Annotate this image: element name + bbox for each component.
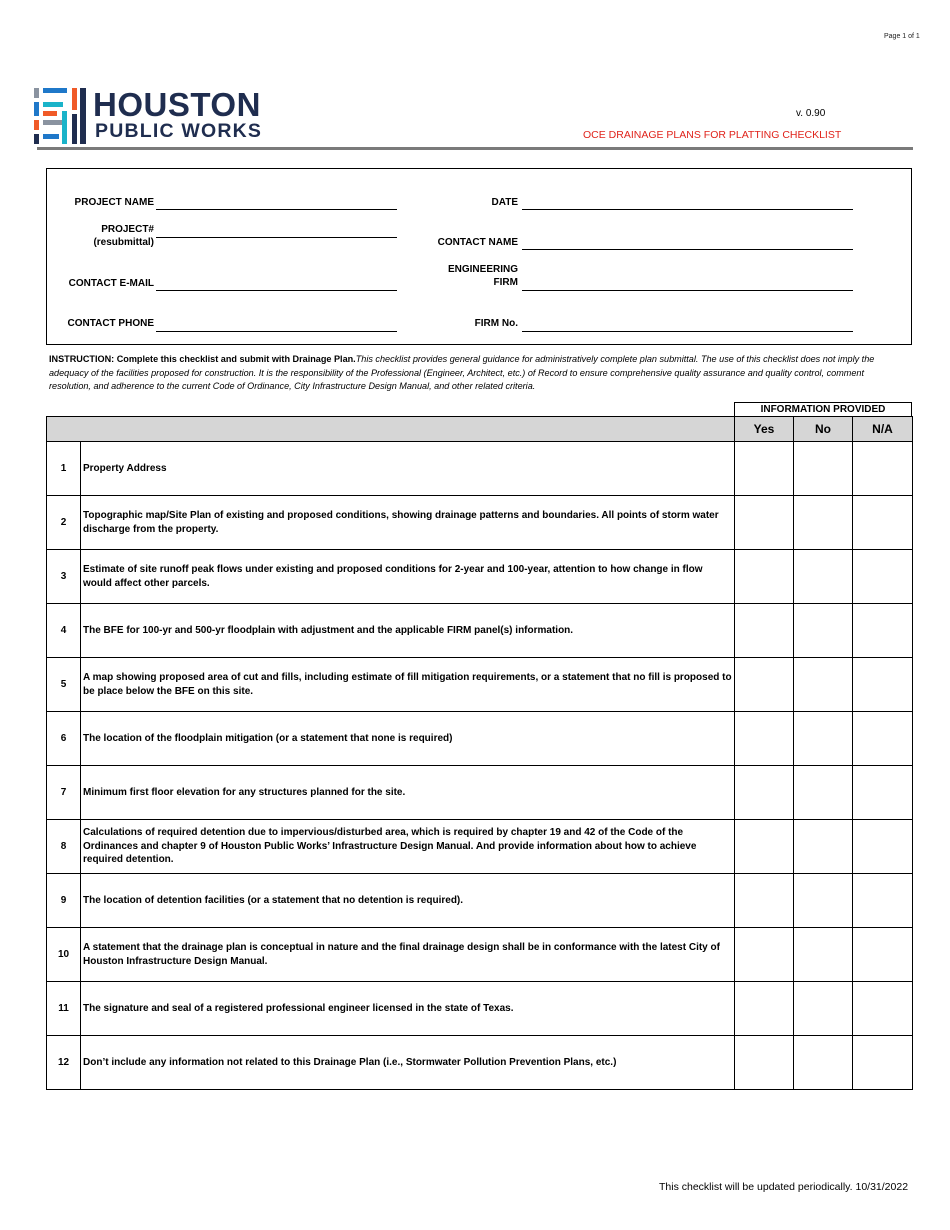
table-row <box>47 442 913 496</box>
table-row <box>47 1036 913 1090</box>
resubmittal-label: (resubmittal) <box>93 237 154 248</box>
no-checkbox-cell[interactable] <box>794 442 853 496</box>
na-checkbox-cell[interactable] <box>853 928 913 982</box>
row-description: Topographic map/Site Plan of existing and proposed conditions, showing drainage patterns and boundaries. All points of storm water discharge from the property. <box>81 496 735 550</box>
information-provided-header: INFORMATION PROVIDED <box>734 402 912 418</box>
firm-number-field[interactable] <box>522 331 853 332</box>
column-header-na: N/A <box>853 417 913 442</box>
project-name-field[interactable] <box>156 209 397 210</box>
firm-label: FIRM <box>493 277 518 288</box>
row-number: 11 <box>47 982 81 1036</box>
row-description: Calculations of required detention due to impervious/disturbed area, which is required by chapter 19 and 42 of the Code of the Ordinances and chapter 9 of Houston Public Works’ Infrastructure Design Manual. And provide information about how to achieve required detention. <box>81 820 735 874</box>
na-checkbox-cell[interactable] <box>853 766 913 820</box>
row-number: 6 <box>47 712 81 766</box>
document-title: OCE DRAINAGE PLANS FOR PLATTING CHECKLIST <box>583 129 842 141</box>
instruction-bold: INSTRUCTION: Complete this checklist and submit with Drainage Plan. <box>49 354 356 364</box>
table-row <box>47 658 913 712</box>
row-number: 3 <box>47 550 81 604</box>
yes-checkbox-cell[interactable] <box>735 496 794 550</box>
checklist-table <box>46 416 913 1090</box>
na-checkbox-cell[interactable] <box>853 550 913 604</box>
footer-note: This checklist will be updated periodically. 10/31/2022 <box>659 1181 909 1193</box>
row-number: 4 <box>47 604 81 658</box>
yes-checkbox-cell[interactable] <box>735 442 794 496</box>
row-description: A map showing proposed area of cut and fills, including estimate of fill mitigation requirements, or a statement that no fill is proposed to be place below the BFE on this site. <box>81 658 735 712</box>
logo-houston-text: HOUSTON <box>93 86 261 123</box>
table-header-row <box>47 417 913 442</box>
logo-mark-icon <box>34 88 86 144</box>
no-checkbox-cell[interactable] <box>794 982 853 1036</box>
yes-checkbox-cell[interactable] <box>735 820 794 874</box>
na-checkbox-cell[interactable] <box>853 442 913 496</box>
row-number: 10 <box>47 928 81 982</box>
no-checkbox-cell[interactable] <box>794 604 853 658</box>
table-row <box>47 982 913 1036</box>
row-number: 1 <box>47 442 81 496</box>
firm-number-label: FIRM No. <box>474 318 518 329</box>
logo-public-works-text: PUBLIC WORKS <box>95 120 263 142</box>
table-row <box>47 766 913 820</box>
table-row <box>47 550 913 604</box>
na-checkbox-cell[interactable] <box>853 1036 913 1090</box>
contact-email-field[interactable] <box>156 290 397 291</box>
yes-checkbox-cell[interactable] <box>735 928 794 982</box>
table-header-blank <box>47 417 735 442</box>
no-checkbox-cell[interactable] <box>794 1036 853 1090</box>
header-divider <box>37 147 913 150</box>
project-name-label: PROJECT NAME <box>74 197 154 208</box>
instruction-text <box>49 353 905 394</box>
yes-checkbox-cell[interactable] <box>735 766 794 820</box>
table-row <box>47 712 913 766</box>
no-checkbox-cell[interactable] <box>794 766 853 820</box>
no-checkbox-cell[interactable] <box>794 658 853 712</box>
row-description: The location of detention facilities (or a statement that no detention is required). <box>81 874 735 928</box>
row-description: The BFE for 100-yr and 500-yr floodplain with adjustment and the applicable FIRM panel(s) information. <box>81 604 735 658</box>
no-checkbox-cell[interactable] <box>794 820 853 874</box>
page-indicator: Page 1 of 1 <box>884 33 920 40</box>
na-checkbox-cell[interactable] <box>853 982 913 1036</box>
date-field[interactable] <box>522 209 853 210</box>
contact-email-label: CONTACT E-MAIL <box>68 278 154 289</box>
yes-checkbox-cell[interactable] <box>735 982 794 1036</box>
no-checkbox-cell[interactable] <box>794 496 853 550</box>
row-number: 2 <box>47 496 81 550</box>
yes-checkbox-cell[interactable] <box>735 712 794 766</box>
project-number-label: PROJECT# <box>101 224 154 235</box>
no-checkbox-cell[interactable] <box>794 874 853 928</box>
na-checkbox-cell[interactable] <box>853 496 913 550</box>
column-header-no: No <box>794 417 853 442</box>
row-description: The location of the floodplain mitigation (or a statement that none is required) <box>81 712 735 766</box>
na-checkbox-cell[interactable] <box>853 712 913 766</box>
row-description: Property Address <box>81 442 735 496</box>
na-checkbox-cell[interactable] <box>853 658 913 712</box>
yes-checkbox-cell[interactable] <box>735 874 794 928</box>
row-number: 12 <box>47 1036 81 1090</box>
row-description: Estimate of site runoff peak flows under existing and proposed conditions for 2-year and 100-year, attention to how change in flow would affect other parcels. <box>81 550 735 604</box>
na-checkbox-cell[interactable] <box>853 874 913 928</box>
instruction-italic: This checklist provides general guidance for administratively complete plan submittal. The use of this checklist does not imply the adequacy of the facilities proposed for construction. It is the responsibility of the Professional (Engineer, Architect, etc.) of Record to ensure comprehensive quality assurance and quality control, comment resolution, and adherence to the current Code of Ordinance, City Infrastructure Design Manual, and other related criteria. <box>49 354 875 392</box>
date-label: DATE <box>491 197 518 208</box>
yes-checkbox-cell[interactable] <box>735 550 794 604</box>
table-row <box>47 496 913 550</box>
row-description: Don’t include any information not related to this Drainage Plan (i.e., Stormwater Pollution Prevention Plans, etc.) <box>81 1036 735 1090</box>
houston-public-works-logo <box>34 88 314 144</box>
table-row <box>47 820 913 874</box>
contact-name-field[interactable] <box>522 249 853 250</box>
row-description: The signature and seal of a registered professional engineer licensed in the state of Texas. <box>81 982 735 1036</box>
table-row <box>47 874 913 928</box>
contact-name-label: CONTACT NAME <box>437 237 518 248</box>
no-checkbox-cell[interactable] <box>794 928 853 982</box>
row-number: 8 <box>47 820 81 874</box>
row-description: A statement that the drainage plan is conceptual in nature and the final drainage design shall be in conformance with the latest City of Houston Infrastructure Design Manual. <box>81 928 735 982</box>
row-number: 9 <box>47 874 81 928</box>
row-description: Minimum first floor elevation for any structures planned for the site. <box>81 766 735 820</box>
project-info-form <box>46 168 912 345</box>
yes-checkbox-cell[interactable] <box>735 604 794 658</box>
engineering-firm-field[interactable] <box>522 290 853 291</box>
contact-phone-field[interactable] <box>156 331 397 332</box>
table-row <box>47 928 913 982</box>
row-number: 5 <box>47 658 81 712</box>
na-checkbox-cell[interactable] <box>853 820 913 874</box>
engineering-label: ENGINEERING <box>447 264 518 275</box>
row-number: 7 <box>47 766 81 820</box>
table-row <box>47 604 913 658</box>
yes-checkbox-cell[interactable] <box>735 1036 794 1090</box>
yes-checkbox-cell[interactable] <box>735 658 794 712</box>
column-header-yes: Yes <box>735 417 794 442</box>
na-checkbox-cell[interactable] <box>853 604 913 658</box>
project-number-field[interactable] <box>156 237 397 238</box>
no-checkbox-cell[interactable] <box>794 712 853 766</box>
version-label: v. 0.90 <box>796 108 826 119</box>
no-checkbox-cell[interactable] <box>794 550 853 604</box>
contact-phone-label: CONTACT PHONE <box>67 318 154 329</box>
